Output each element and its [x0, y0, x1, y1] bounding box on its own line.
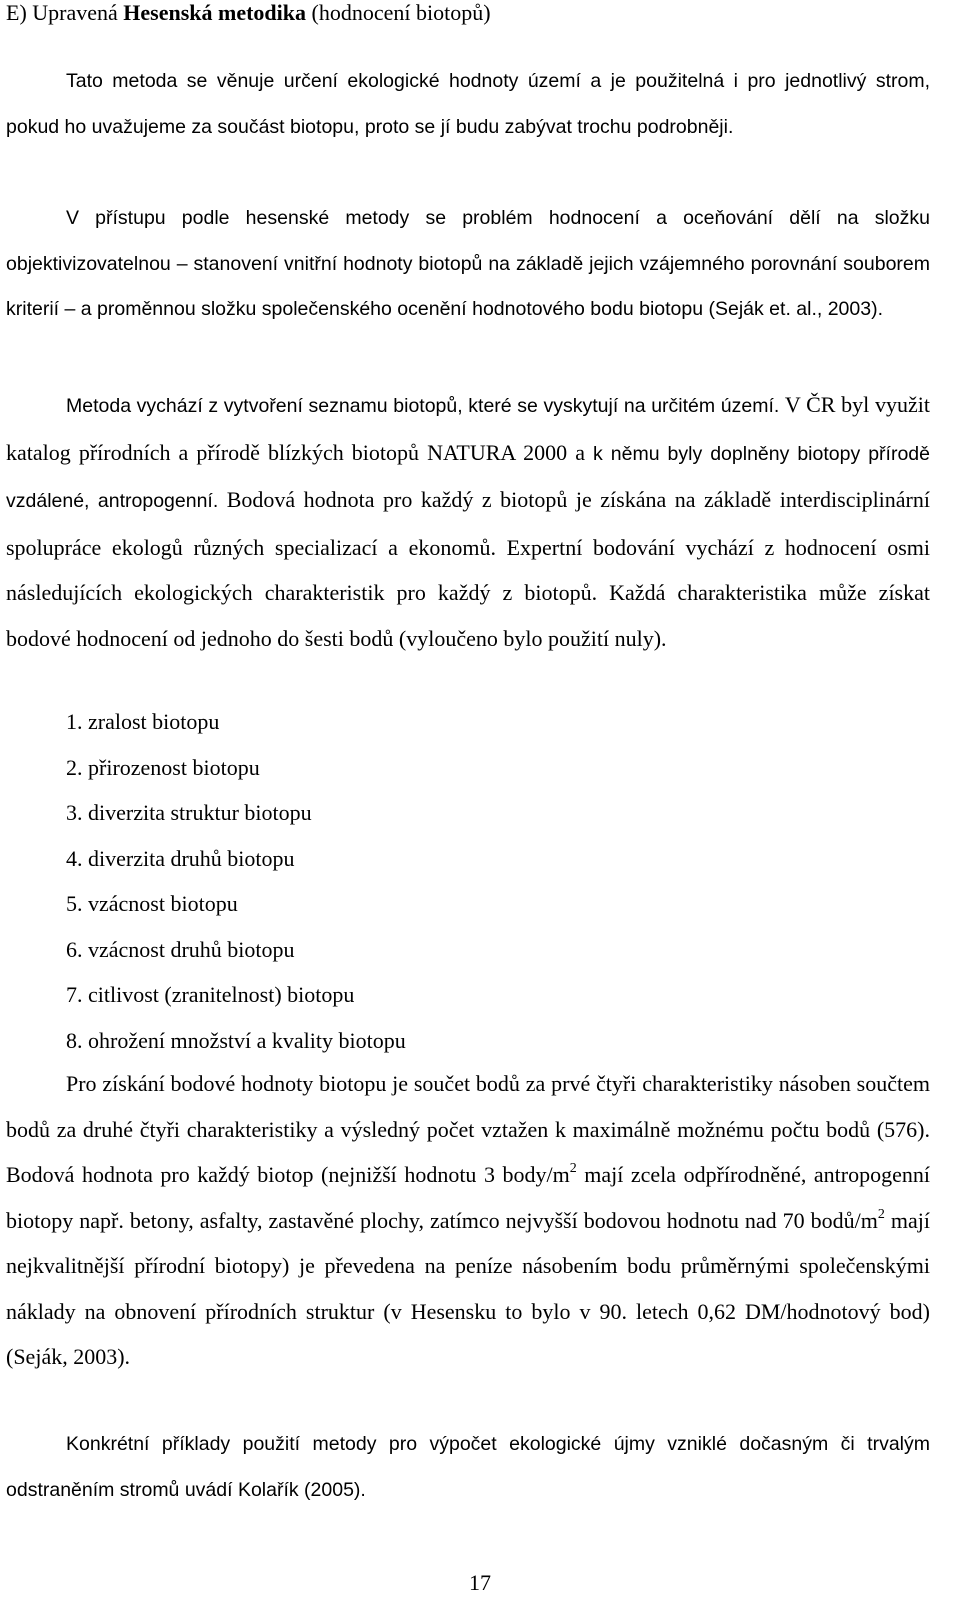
paragraph-intro: [6, 59, 930, 150]
paragraph-calculation-text-b: mají zcela odpřírodněné, antropogenní biotopy např. betony, asfalty, zastavěné plochy, zatímco nejvyšší bodovou hodnotu nad 70 bodů/m: [6, 1162, 930, 1233]
superscript-2: 2: [569, 1161, 577, 1176]
paragraph-intro-text: Tato metoda se věnuje určení ekologické hodnoty území a je použitelná i pro jednotlivý strom, pokud ho uvažujeme za součást biotopu, proto se jí budu zabývat trochu podrobněji.: [6, 70, 930, 138]
list-item: 2. přirozenost biotopu: [66, 754, 260, 780]
paragraph-calculation: [6, 1061, 930, 1380]
paragraph-calculation-text-a: Pro získání bodové hodnoty biotopu je součet bodů za prvé čtyři charakteristiky násoben součtem bodů za druhé čtyři charakteristiky a výsledný počet vztažen k maximálně možnému počtu bodů (576). Bodová hodnota pro každý biotop (nejnižší hodnotu 3 body/m: [6, 1071, 930, 1187]
heading-bold-term: Hesenská metodika: [123, 0, 307, 25]
list-item: 6. vzácnost druhů biotopu: [66, 936, 295, 962]
heading-suffix: (hodnocení biotopů): [306, 0, 491, 25]
section-heading: [6, 0, 491, 26]
list-item: 5. vzácnost biotopu: [66, 891, 238, 916]
page-number: 17: [469, 1570, 491, 1595]
paragraph-examples: [6, 1422, 930, 1513]
list-item: 3. diverzita struktur biotopu: [66, 800, 312, 825]
paragraph-approach-text: V přístupu podle hesenské metody se problém hodnocení a oceňování dělí na složku objektivizovatelnou – stanovení vnitřní hodnoty biotopů na základě jejich vzájemného porovnání souborem kriterií – a proměnnou složku společenského ocenění hodnotového bodu biotopu (Seják et. al., 2003).: [6, 207, 930, 320]
paragraph-method-text-1: Metoda vychází z vytvoření seznamu biotopů, které se vyskytují na určitém území.: [66, 395, 785, 417]
criteria-list: [66, 699, 406, 1063]
list-item: 7. citlivost (zranitelnost) biotopu: [66, 982, 355, 1007]
heading-prefix: E) Upravená: [6, 0, 124, 25]
paragraph-method: [6, 382, 930, 661]
paragraph-method-text-3: k němu byly doplněny biotopy přírodě vzdálené, antropogenní.: [6, 442, 930, 512]
list-item: 8. ohrožení množství a kvality biotopu: [66, 1027, 406, 1053]
list-item: 4. diverzita druhů biotopu: [66, 845, 295, 871]
paragraph-calculation-text-c: mají nejkvalitnější přírodní biotopy) je převedena na peníze násobením bodu průměrnými společenskými náklady na obnovení přírodních struktur (v Hesensku to bylo v 90. letech 0,62 DM/hodnotový bod) (Seják, 2003).: [6, 1207, 930, 1369]
paragraph-method-text-4: Bodová hodnota pro každý z biotopů je získána na základě interdisciplinární spolupráce ekologů různých specializací a ekonomů. Expertní bodování vychází z hodnocení osmi následujících ekologických charakteristik pro každý z biotopů. Každá charakteristika může získat bodové hodnocení od jednoho do šesti bodů (vyloučeno bylo použití nuly).: [6, 487, 930, 651]
list-item: 1. zralost biotopu: [66, 709, 220, 734]
paragraph-approach: [6, 196, 930, 333]
paragraph-examples-text: Konkrétní příklady použití metody pro výpočet ekologické újmy vzniklé dočasným či trvalým odstraněním stromů uvádí Kolařík (2005).: [6, 1433, 930, 1501]
paragraph-method-text-2: V ČR byl využit katalog přírodních a přírodě blízkých biotopů NATURA 2000 a: [6, 392, 930, 465]
superscript-2: 2: [877, 1206, 885, 1222]
